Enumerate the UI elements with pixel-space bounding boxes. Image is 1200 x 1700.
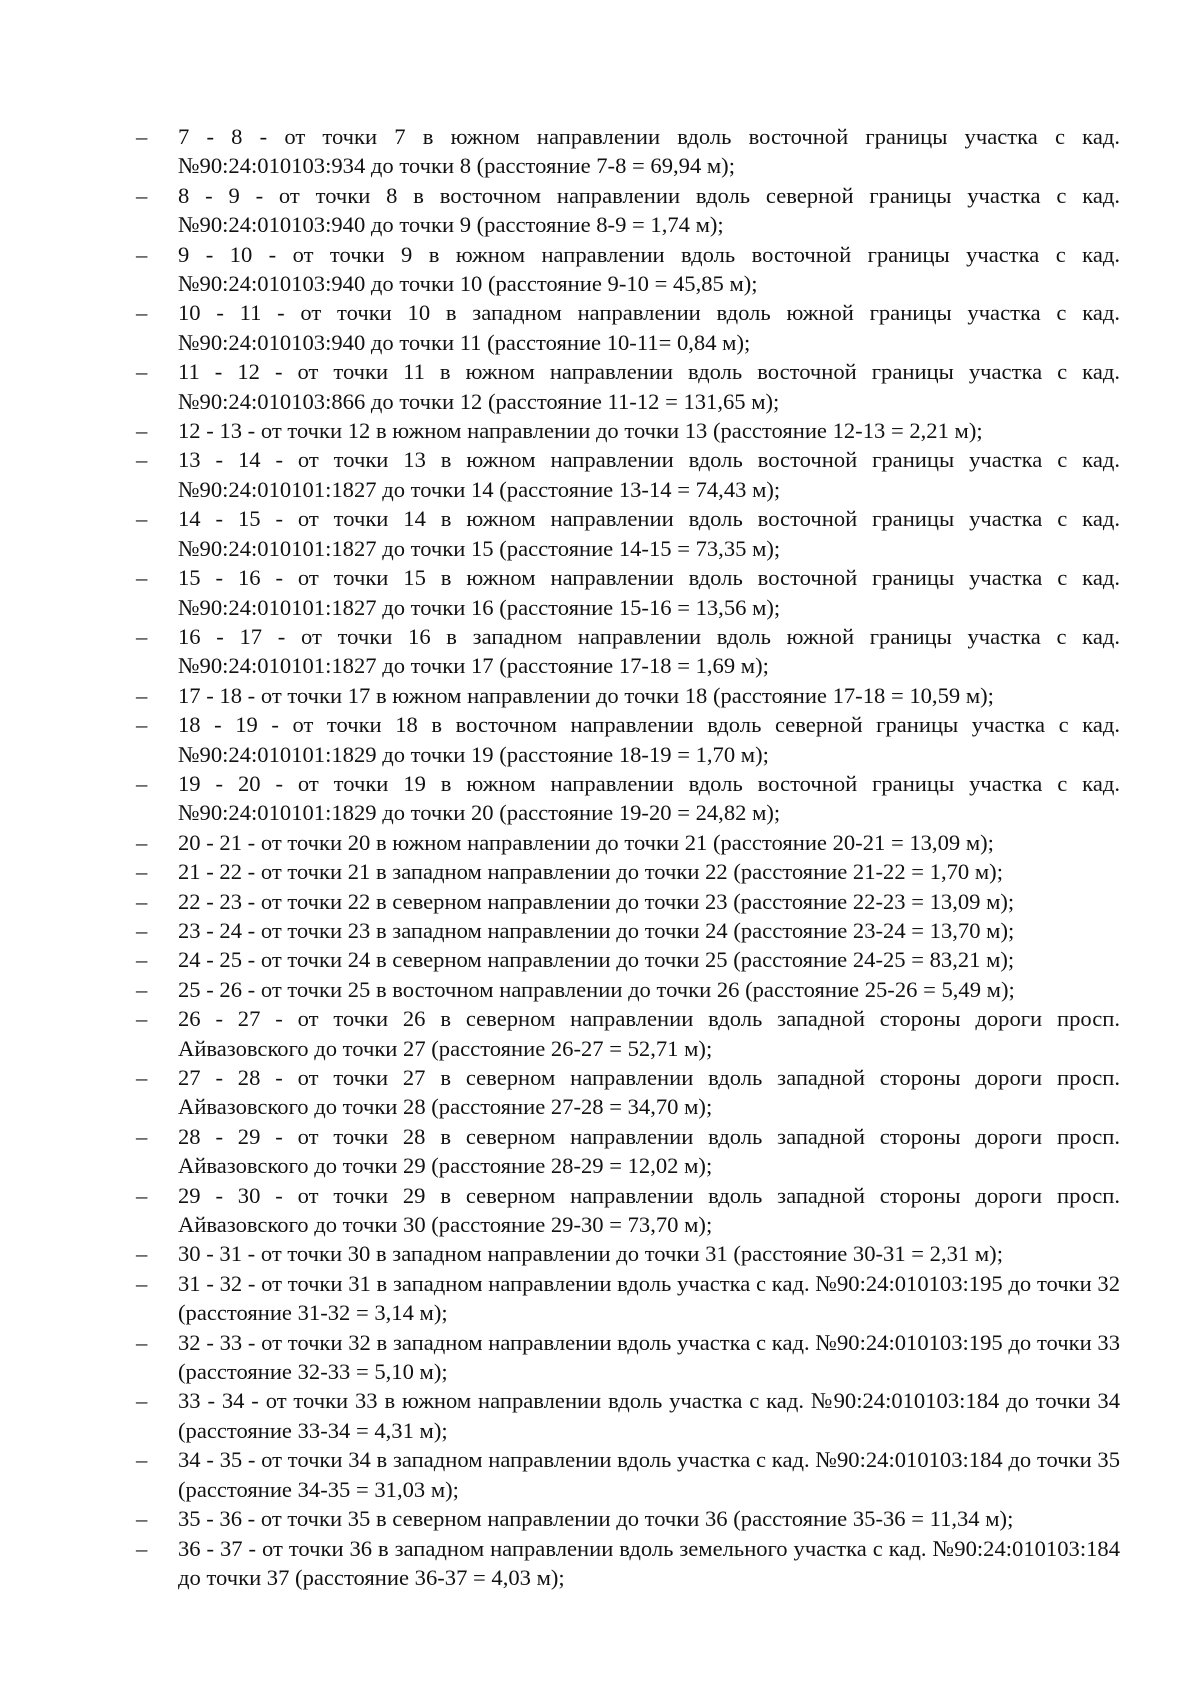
list-item-text: 9 - 10 - от точки 9 в южном направлении вдоль восточной границы участка с кад. №90:24:010103:940 до точки 10 (расстояние 9-10 = 45,85 м); bbox=[178, 241, 1120, 297]
list-item bbox=[130, 887, 1120, 916]
list-item bbox=[130, 1122, 1120, 1181]
bullet-dash: – bbox=[136, 506, 148, 532]
list-item bbox=[130, 181, 1120, 240]
list-item bbox=[130, 122, 1120, 181]
bullet-dash: – bbox=[136, 418, 148, 444]
list-item-text: 17 - 18 - от точки 17 в южном направлении до точки 18 (расстояние 17-18 = 10,59 м); bbox=[178, 682, 994, 708]
bullet-dash: – bbox=[136, 1123, 148, 1149]
bullet-dash: – bbox=[136, 682, 148, 708]
list-item-text: 28 - 29 - от точки 28 в северном направлении вдоль западной стороны дороги просп. Айвазовского до точки 29 (расстояние 28-29 = 12,02 м); bbox=[178, 1123, 1120, 1179]
list-item bbox=[130, 416, 1120, 445]
bullet-dash: – bbox=[136, 1447, 148, 1473]
bullet-dash: – bbox=[136, 623, 148, 649]
bullet-dash: – bbox=[136, 1241, 148, 1267]
list-item bbox=[130, 563, 1120, 622]
list-item-text: 23 - 24 - от точки 23 в западном направлении до точки 24 (расстояние 23-24 = 13,70 м); bbox=[178, 917, 1015, 943]
bullet-dash: – bbox=[136, 1182, 148, 1208]
list-item bbox=[130, 445, 1120, 504]
list-item-text: 34 - 35 - от точки 34 в западном направлении вдоль участка с кад. №90:24:010103:184 до точки 35 (расстояние 34-35 = 31,03 м); bbox=[178, 1447, 1120, 1502]
list-item-text: 10 - 11 - от точки 10 в западном направлении вдоль южной границы участка с кад. №90:24:010103:940 до точки 11 (расстояние 10-11= 0,84 м); bbox=[178, 300, 1120, 355]
list-item-text: 27 - 28 - от точки 27 в северном направлении вдоль западной стороны дороги просп. Айвазовского до точки 28 (расстояние 27-28 = 34,70 м); bbox=[178, 1065, 1120, 1120]
list-item-text: 19 - 20 - от точки 19 в южном направлении вдоль восточной границы участка с кад. №90:24:010101:1829 до точки 20 (расстояние 19-20 = 24,82 м); bbox=[178, 770, 1120, 826]
list-item bbox=[130, 504, 1120, 563]
bullet-dash: – bbox=[136, 1270, 148, 1296]
list-item bbox=[130, 1063, 1120, 1122]
list-item bbox=[130, 975, 1120, 1004]
list-item bbox=[130, 622, 1120, 681]
list-item-text: 22 - 23 - от точки 22 в северном направлении до точки 23 (расстояние 22-23 = 13,09 м); bbox=[178, 888, 1015, 914]
list-item-text: 7 - 8 - от точки 7 в южном направлении вдоль восточной границы участка с кад. №90:24:010103:934 до точки 8 (расстояние 7-8 = 69,94 м); bbox=[178, 124, 1120, 179]
list-item-text: 13 - 14 - от точки 13 в южном направлении вдоль восточной границы участка с кад. №90:24:010101:1827 до точки 14 (расстояние 13-14 = 74,43 м); bbox=[178, 447, 1120, 502]
list-item-text: 35 - 36 - от точки 35 в северном направлении до точки 36 (расстояние 35-36 = 11,34 м); bbox=[178, 1506, 1014, 1532]
list-item bbox=[130, 1534, 1120, 1593]
bullet-dash: – bbox=[136, 829, 148, 855]
list-item-text: 26 - 27 - от точки 26 в северном направлении вдоль западной стороны дороги просп. Айвазовского до точки 27 (расстояние 26-27 = 52,71 м); bbox=[178, 1006, 1120, 1061]
list-item-text: 21 - 22 - от точки 21 в западном направлении до точки 22 (расстояние 21-22 = 1,70 м); bbox=[178, 859, 1003, 885]
list-item bbox=[130, 298, 1120, 357]
bullet-dash: – bbox=[136, 447, 148, 473]
list-item bbox=[130, 681, 1120, 710]
list-item bbox=[130, 1004, 1120, 1063]
list-item bbox=[130, 857, 1120, 886]
list-item-text: 33 - 34 - от точки 33 в южном направлении вдоль участка с кад. №90:24:010103:184 до точки 34 (расстояние 33-34 = 4,31 м); bbox=[178, 1388, 1120, 1443]
bullet-dash: – bbox=[136, 859, 148, 885]
list-item bbox=[130, 1269, 1120, 1328]
list-item-text: 30 - 31 - от точки 30 в западном направлении до точки 31 (расстояние 30-31 = 2,31 м); bbox=[178, 1241, 1003, 1267]
bullet-dash: – bbox=[136, 712, 148, 738]
list-item bbox=[130, 769, 1120, 828]
list-item-text: 15 - 16 - от точки 15 в южном направлении вдоль восточной границы участка с кад. №90:24:010101:1827 до точки 16 (расстояние 15-16 = 13,56 м); bbox=[178, 565, 1120, 620]
bullet-dash: – bbox=[136, 1535, 148, 1561]
list-item bbox=[130, 1386, 1120, 1445]
list-item-text: 24 - 25 - от точки 24 в северном направлении до точки 25 (расстояние 24-25 = 83,21 м); bbox=[178, 947, 1015, 973]
list-item bbox=[130, 916, 1120, 945]
bullet-dash: – bbox=[136, 241, 148, 267]
bullet-dash: – bbox=[136, 565, 148, 591]
list-item-text: 25 - 26 - от точки 25 в восточном направлении до точки 26 (расстояние 25-26 = 5,49 м); bbox=[178, 976, 1015, 1002]
list-item bbox=[130, 945, 1120, 974]
list-item-text: 31 - 32 - от точки 31 в западном направлении вдоль участка с кад. №90:24:010103:195 до точки 32 (расстояние 31-32 = 3,14 м); bbox=[178, 1270, 1120, 1326]
bullet-dash: – bbox=[136, 1006, 148, 1032]
list-item-text: 29 - 30 - от точки 29 в северном направлении вдоль западной стороны дороги просп. Айвазовского до точки 30 (расстояние 29-30 = 73,70 м); bbox=[178, 1182, 1120, 1238]
bullet-dash: – bbox=[136, 947, 148, 973]
bullet-dash: – bbox=[136, 300, 148, 326]
bullet-dash: – bbox=[136, 917, 148, 943]
bullet-dash: – bbox=[136, 1506, 148, 1532]
bullet-dash: – bbox=[136, 888, 148, 914]
bullet-dash: – bbox=[136, 976, 148, 1002]
list-item-text: 20 - 21 - от точки 20 в южном направлении до точки 21 (расстояние 20-21 = 13,09 м); bbox=[178, 829, 994, 855]
list-item bbox=[130, 1181, 1120, 1240]
list-item-text: 14 - 15 - от точки 14 в южном направлении вдоль восточной границы участка с кад. №90:24:010101:1827 до точки 15 (расстояние 14-15 = 73,35 м); bbox=[178, 506, 1120, 561]
list-item-text: 12 - 13 - от точки 12 в южном направлении до точки 13 (расстояние 12-13 = 2,21 м); bbox=[178, 418, 983, 444]
list-item bbox=[130, 828, 1120, 857]
bullet-dash: – bbox=[136, 359, 148, 385]
list-item bbox=[130, 710, 1120, 769]
bullet-dash: – bbox=[136, 1065, 148, 1090]
bullet-dash: – bbox=[136, 770, 148, 796]
bullet-dash: – bbox=[136, 182, 148, 208]
list-item bbox=[130, 357, 1120, 416]
list-item bbox=[130, 1328, 1120, 1387]
list-item-text: 8 - 9 - от точки 8 в восточном направлении вдоль северной границы участка с кад. №90:24:010103:940 до точки 9 (расстояние 8-9 = 1,74 м); bbox=[178, 182, 1120, 238]
list-item bbox=[130, 1239, 1120, 1268]
list-item bbox=[130, 240, 1120, 299]
list-item-text: 32 - 33 - от точки 32 в западном направлении вдоль участка с кад. №90:24:010103:195 до точки 33 (расстояние 32-33 = 5,10 м); bbox=[178, 1329, 1120, 1385]
list-item-text: 36 - 37 - от точки 36 в западном направлении вдоль земельного участка с кад. №90:24:010103:184 до точки 37 (расстояние 36-37 = 4,03 м); bbox=[178, 1535, 1120, 1590]
bullet-dash: – bbox=[136, 1329, 148, 1355]
list-item bbox=[130, 1445, 1120, 1504]
list-item-text: 11 - 12 - от точки 11 в южном направлении вдоль восточной границы участка с кад. №90:24:010103:866 до точки 12 (расстояние 11-12 = 131,65 м); bbox=[178, 359, 1120, 414]
list-item bbox=[130, 1504, 1120, 1533]
list-item-text: 16 - 17 - от точки 16 в западном направлении вдоль южной границы участка с кад. №90:24:010101:1827 до точки 17 (расстояние 17-18 = 1,69 м); bbox=[178, 623, 1120, 679]
bullet-dash: – bbox=[136, 1388, 148, 1414]
bullet-dash: – bbox=[136, 124, 148, 149]
boundary-description-list bbox=[130, 122, 1120, 1592]
list-item-text: 18 - 19 - от точки 18 в восточном направлении вдоль северной границы участка с кад. №90:24:010101:1829 до точки 19 (расстояние 18-19 = 1,70 м); bbox=[178, 712, 1120, 767]
